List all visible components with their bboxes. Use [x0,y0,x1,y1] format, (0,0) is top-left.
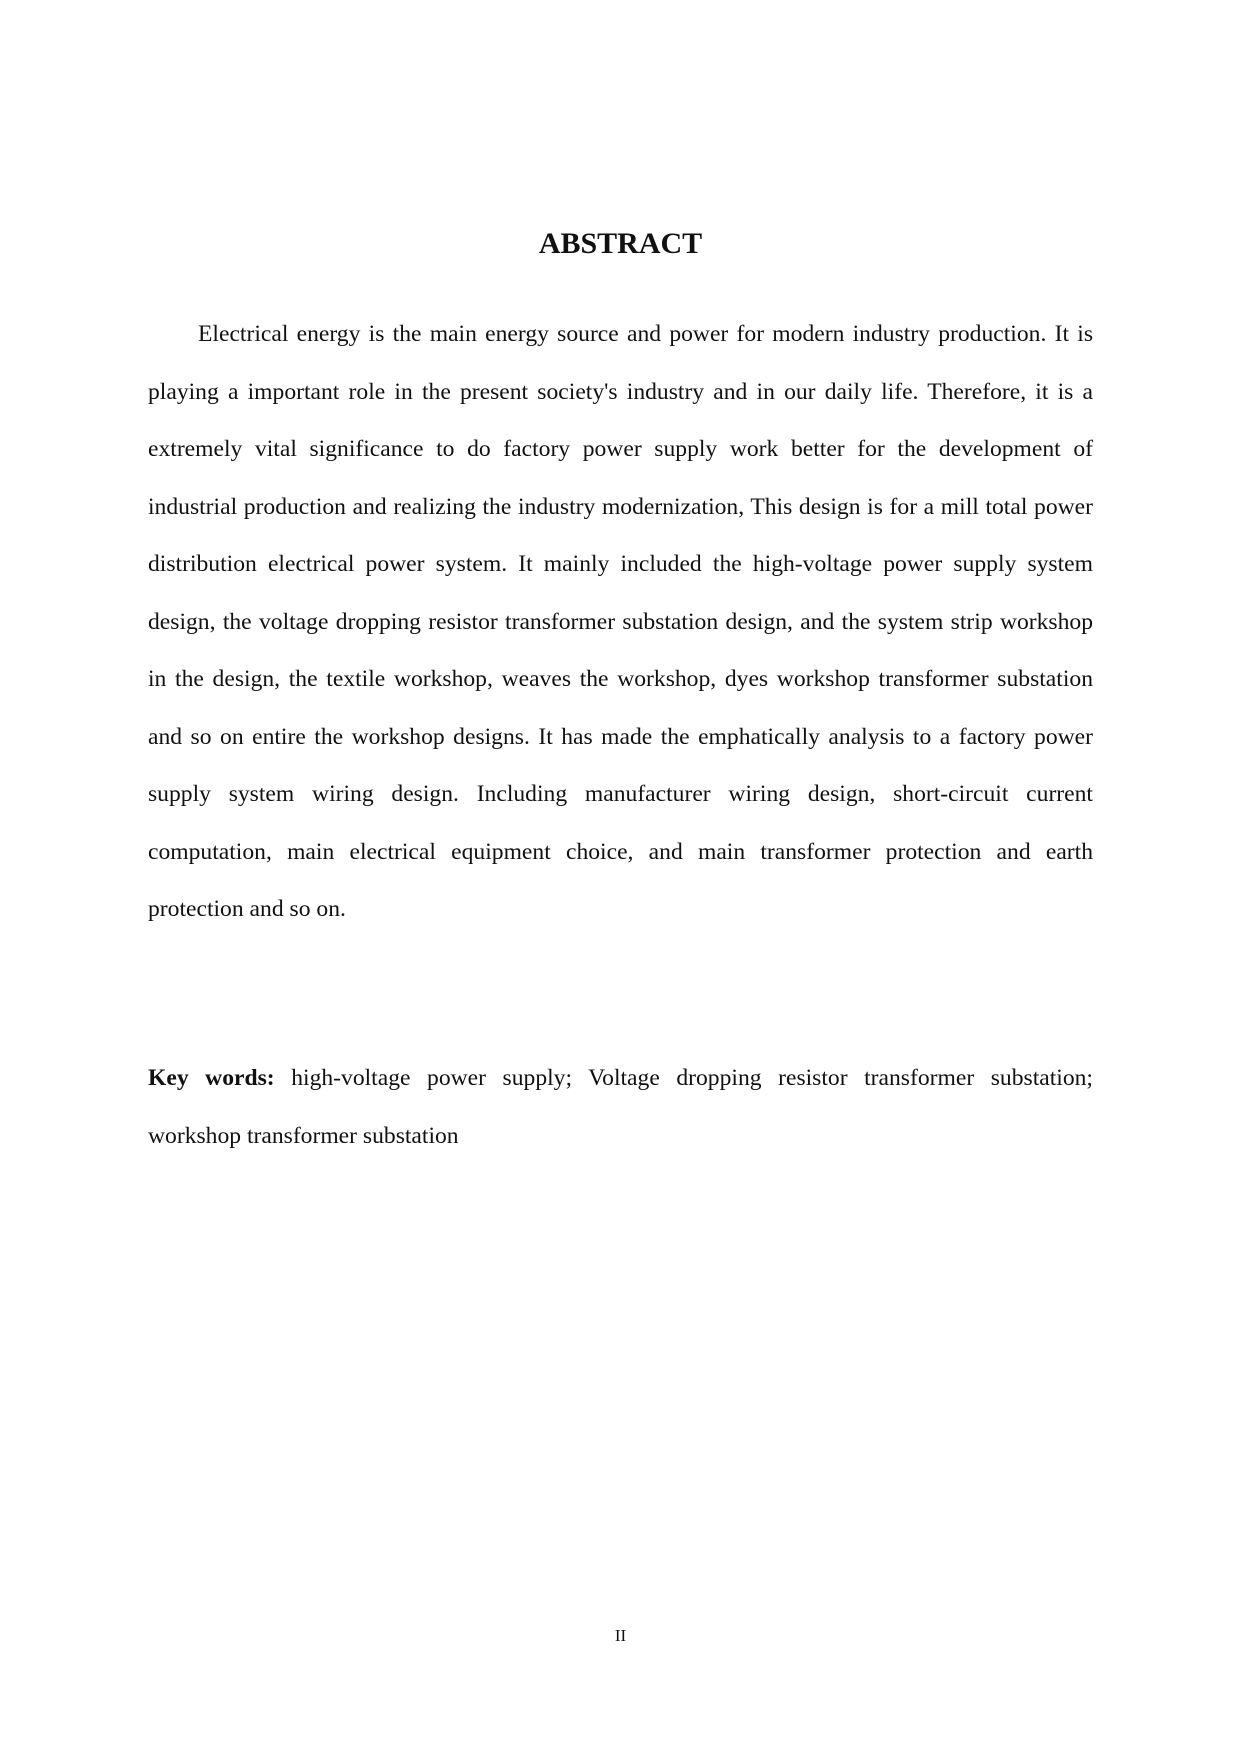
keywords-label: Key words: [148,1065,275,1091]
abstract-title: ABSTRACT [538,227,703,260]
keywords-text: high-voltage power supply; Voltage dropping resistor transformer substation; workshop transformer substation [148,1065,1093,1149]
abstract-paragraph: Electrical energy is the main energy source and power for modern industry production. It is playing a important role in the present society's industry and in our daily life. Therefore, it is a extremely vital significance to do factory power supply work better for the development of industrial production and realizing the industry modernization, This design is for a mill total power distribution electrical power system. It mainly included the high-voltage power supply system design, the voltage dropping resistor transformer substation design, and the system strip workshop in the design, the textile workshop, weaves the workshop, dyes workshop transformer substation and so on entire the workshop designs. It has made the emphatically analysis to a factory power supply system wiring design. Including manufacturer wiring design, short-circuit current computation, main electrical equipment choice, and main transformer protection and earth protection and so on. [148,321,1093,922]
keywords-paragraph [148,1050,1093,1165]
page-number: II [614,1626,627,1645]
